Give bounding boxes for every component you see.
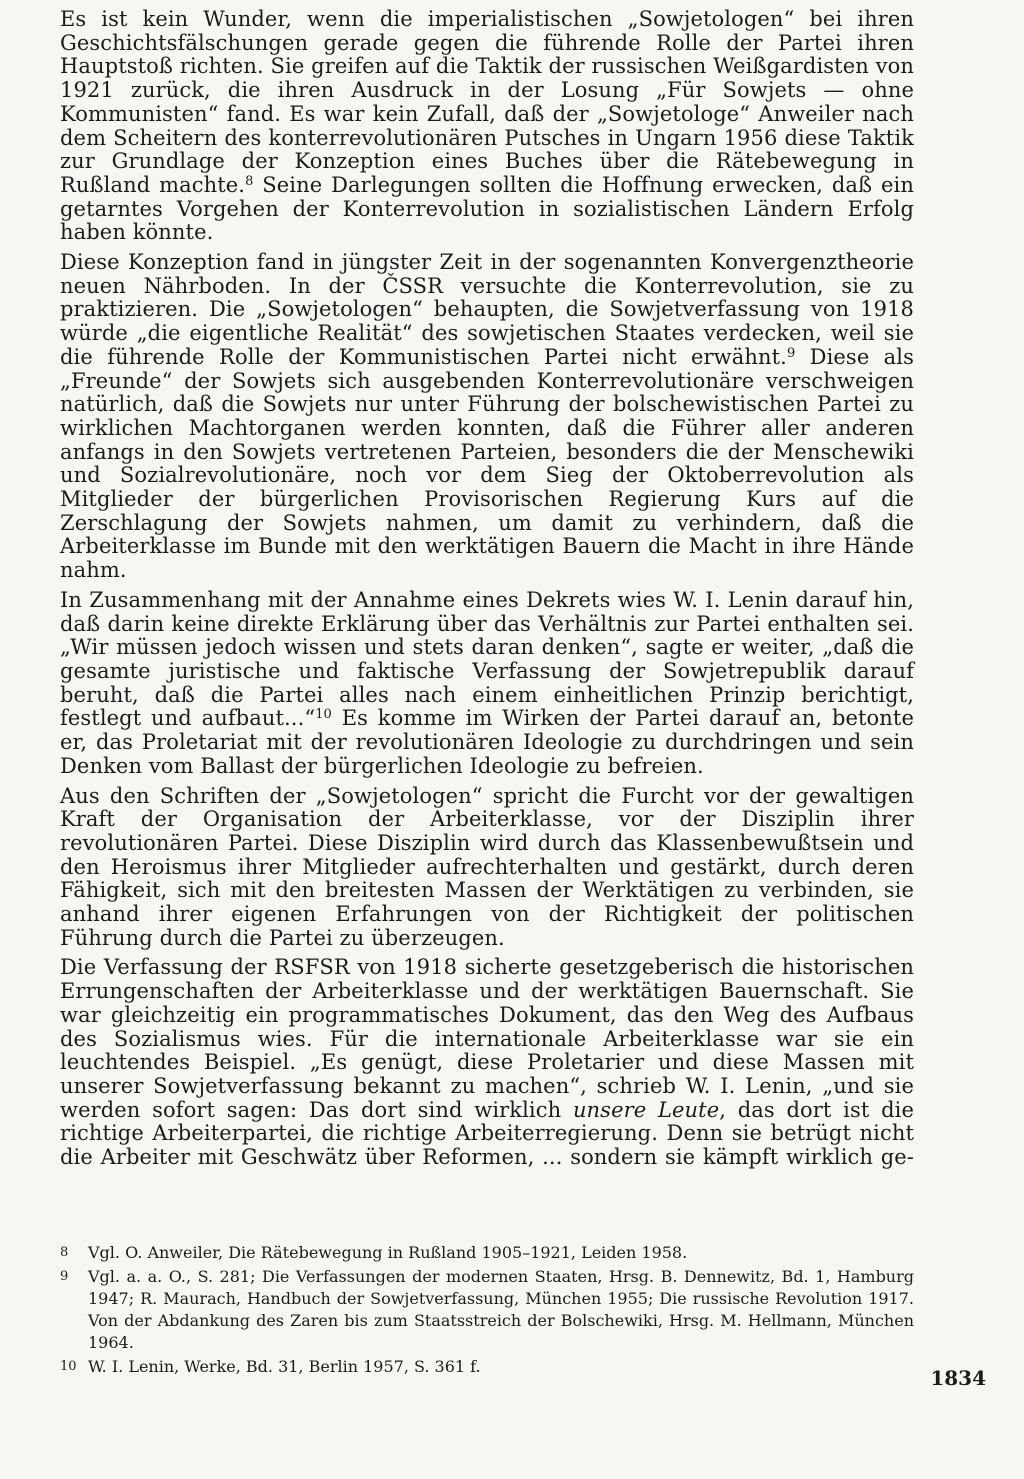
text-run: Es komme im Wirken der Partei darauf an, betonte er, das Proletariat mit der revolutionären Ideologie zu durchdringen und sein Denken vom Ballast der bürgerlichen Ideologie zu befreien.: [60, 706, 914, 778]
text-run: Diese als „Freunde“ der Sowjets sich ausgebenden Konterrevolutionäre verschweigen natürlich, daß die Sowjets nur unter Führung der bolschewistischen Partei zu wirklichen Machtorganen werden konnten, daß die Führer aller anderen anfangs in den Sowjets vertretenen Parteien, besonders die der Menschewiki und Sozialrevolutionäre, noch vor dem Sieg der Oktoberrevolution als Mitglieder der bürgerlichen Provisorischen Regierung Kurs auf die Zerschlagung der Sowjets nahmen, um damit zu verhindern, daß die Arbeiterklasse im Bunde mit den werktätigen Bauern die Macht in ihre Hände nahm.: [60, 344, 914, 583]
text-run: Diese Konzeption fand in jüngster Zeit in der sogenannten Konvergenztheorie neuen Nährboden. In der ČSSR versuchte die Konterrevolution, sie zu praktizieren. Die „Sowjetologen“ behaupten, die Sowjetverfassung von 1918 würde „die eigentliche Realität“ des sowjetischen Staates verdecken, weil sie die führende Rolle der Kommunistischen Partei nicht erwähnt.: [60, 250, 914, 369]
footnote-number: 10: [60, 1359, 77, 1374]
text-run: Aus den Schriften der „Sowjetologen“ spricht die Furcht vor der gewaltigen Kraft der Organisation der Arbeiterklasse, vor der Disziplin ihrer revolutionären Partei. Diese Disziplin wird durch das Klassenbewußtsein und den Heroismus ihrer Mitglieder aufrechterhalten und gestärkt, durch deren Fähigkeit, sich mit den breitesten Massen der Werktätigen zu verbinden, sie anhand ihrer eigenen Erfahrungen von der Richtigkeit der politischen Führung durch die Partei zu überzeugen.: [60, 783, 914, 950]
footnote-ref: 8: [245, 173, 254, 189]
footnote: [60, 1356, 914, 1378]
footnote-number: 8: [60, 1245, 69, 1260]
body-text: [60, 8, 914, 1176]
text-run: , das dort ist die richtige Arbeiterpartei, die richtige Arbeiterregierung. Denn sie betrügt nicht die Arbeiter mit Geschwätz über Reformen, ... sondern sie kämpft wirklich ge-: [60, 1097, 914, 1170]
paragraph: [60, 251, 914, 583]
footnote-ref: 9: [786, 345, 796, 361]
footnotes: [60, 1242, 914, 1380]
footnote-number: 9: [60, 1269, 69, 1284]
paragraph: [60, 785, 914, 951]
footnote-ref: 10: [315, 707, 332, 723]
paragraph: [60, 956, 914, 1169]
footnote: [60, 1242, 914, 1264]
paragraph: [60, 8, 914, 245]
footnote-text: Vgl. O. Anweiler, Die Rätebewegung in Rußland 1905–1921, Leiden 1958.: [88, 1243, 688, 1262]
text-run: In Zusammenhang mit der Annahme eines Dekrets wies W. I. Lenin darauf hin, daß darin keine direkte Erklärung über das Verhältnis zur Partei enthalten sei. „Wir müssen jedoch wissen und stets daran denken“, sagte er weiter, „daß die gesamte juristische und faktische Verfassung der Sowjetrepublik darauf beruht, daß die Partei alles nach einem einheitlichen Prinzip berichtigt, festlegt und aufbaut...“: [60, 587, 914, 731]
paragraph: [60, 589, 914, 779]
footnote: [60, 1266, 914, 1354]
footnote-text: Vgl. a. a. O., S. 281; Die Verfassungen der modernen Staaten, Hrsg. B. Dennewitz, Bd. 1, Hamburg 1947; R. Maurach, Handbuch der Sowjetverfassung, München 1955; Die russische Revolution 1917. Von der Abdankung des Zaren bis zum Staatsstreich der Bolschewiki, Hrsg. M. Hellmann, München 1964.: [88, 1267, 914, 1352]
text-run: Seine Darlegungen sollten die Hoffnung erwecken, daß ein getarntes Vorgehen der Konterrevolution in sozialistischen Ländern Erfolg haben könnte.: [60, 172, 914, 245]
text-run: Die Verfassung der RSFSR von 1918 sicherte gesetzgeberisch die historischen Errungenschaften der Arbeiterklasse und der werktätigen Bauernschaft. Sie war gleichzeitig ein programmatisches Dokument, das den Weg des Aufbaus des Sozialismus wies. Für die internationale Arbeiterklasse war sie ein leuchtendes Beispiel. „Es genügt, diese Proletarier und diese Massen mit unserer Sowjetverfassung bekannt zu machen“, schrieb W. I. Lenin, „und sie werden sofort sagen: Das dort sind wirklich: [60, 955, 914, 1122]
footnote-text: W. I. Lenin, Werke, Bd. 31, Berlin 1957, S. 361 f.: [88, 1357, 481, 1376]
text-run: Es ist kein Wunder, wenn die imperialistischen „Sowjetologen“ bei ihren Geschichtsfälschungen gerade gegen die führende Rolle der Partei ihren Hauptstoß richten. Sie greifen auf die Taktik der russischen Weißgardisten von 1921 zurück, die ihren Ausdruck in der Losung „Für Sowjets — ohne Kommunisten“ fand. Es war kein Zufall, daß der „Sowjetologe“ Anweiler nach dem Scheitern des konterrevolutionären Putsches in Ungarn 1956 diese Taktik zur Grundlage der Konzeption eines Buches über die Rätebewegung in Rußland machte.: [60, 7, 914, 197]
emphasis-text: unsere Leute: [572, 1097, 720, 1122]
page-number: 1834: [930, 1366, 986, 1390]
